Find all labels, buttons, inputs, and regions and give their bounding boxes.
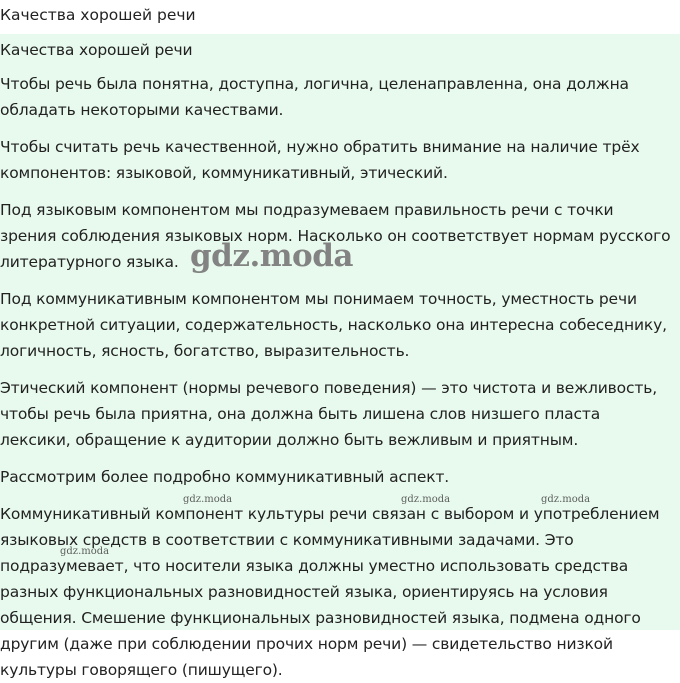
paragraph-components: Чтобы считать речь качественной, нужно обратить внимание на наличие трёх компонентов: языковой, коммуникативный, этический. bbox=[0, 138, 640, 182]
watermark-small: gdz.moda bbox=[183, 494, 233, 505]
watermark-small: gdz.moda bbox=[60, 546, 110, 557]
paragraph-communicative-aspect: Рассмотрим более подробно коммуникативный аспект. bbox=[0, 468, 450, 486]
paragraph-ethical-component: Этический компонент (нормы речевого поведения) — это чистота и вежливость, чтобы речь была приятна, она должна быть лишена слов низшего пласта лексики, обращение к аудитории должно быть вежливым и приятным. bbox=[0, 379, 657, 449]
watermark-small: gdz.moda bbox=[541, 494, 591, 505]
content-box bbox=[0, 34, 680, 679]
watermark-small: gdz.moda bbox=[401, 494, 451, 505]
page-title: Качества хорошей речи bbox=[0, 6, 196, 24]
paragraph-communicative-details: Коммуникативный компонент культуры речи связан с выбором и употреблением языковых средств в соответствии с коммуникативными задачами. Это подразумевает, что носители языка должны уместно использовать средства разных функциональных разновидностей языка, ориентируясь на условия общения. Смешение функциональных разновидностей языка, подмена одного другим (даже при соблюдении прочих норм речи) — свидетельство низкой культуры говорящего (пишущего). bbox=[0, 505, 660, 679]
paragraph-intro: Чтобы речь была понятна, доступна, логична, целенаправленна, она должна обладать некоторыми качествами. bbox=[0, 75, 629, 119]
paragraph-language-component: Под языковым компонентом мы подразумеваем правильность речи с точки зрения соблюдения языковых норм. Насколько он соответствует нормам русского литературного языка. bbox=[0, 201, 671, 271]
content-body bbox=[0, 34, 680, 683]
paragraph-communicative-component: Под коммуникативным компонентом мы понимаем точность, уместность речи конкретной ситуации, содержательность, насколько она интересна собеседнику, логичность, ясность, богатство, выразительность. bbox=[0, 290, 667, 360]
watermark-main: gdz.moda bbox=[190, 238, 353, 274]
content-heading: Качества хорошей речи bbox=[0, 41, 193, 59]
